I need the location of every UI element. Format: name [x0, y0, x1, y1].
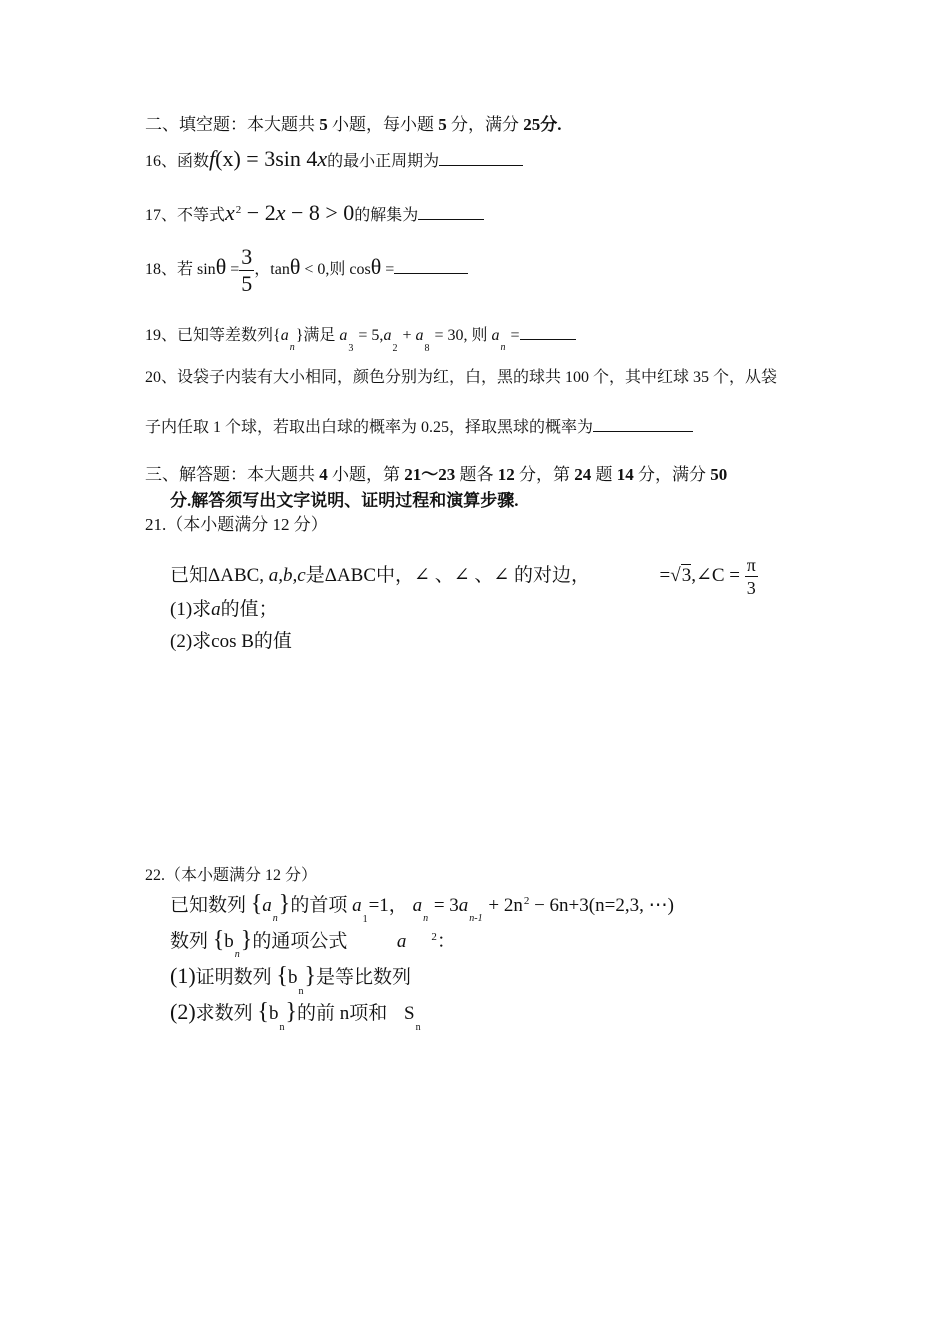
q22-line-2-a: 数列	[170, 931, 209, 952]
q18-theta2: θ	[289, 254, 301, 280]
q18-mid: ，tan	[254, 261, 290, 279]
q22-part-2-b: b	[268, 1003, 279, 1024]
q22-part-2-right-brace: }	[285, 999, 297, 1025]
q19-answer-blank[interactable]	[520, 337, 576, 340]
q16-paren: (x)	[215, 146, 241, 171]
q22-part-2-S-n: n	[415, 1022, 421, 1033]
section-3-count: 4	[319, 465, 328, 484]
question-22-part-1	[170, 963, 411, 997]
q19-a3: a	[339, 327, 348, 344]
q21-part-1: 已知ΔABC,	[170, 564, 265, 586]
section-3-total: 50	[710, 465, 728, 484]
q18-theta3: θ	[370, 254, 382, 280]
question-19	[145, 327, 576, 354]
q22-part-2-n: n	[279, 1022, 285, 1033]
question-21-part-1	[170, 600, 278, 619]
q22-n: n	[272, 913, 278, 924]
q22-line-2-text: 的通项公式	[252, 931, 348, 952]
q21-eq: =	[659, 564, 671, 586]
q20-answer-blank[interactable]	[593, 429, 693, 432]
section-3-score-1: 12	[497, 465, 515, 484]
q18-answer-blank[interactable]	[394, 271, 468, 274]
section-2-each: 5	[438, 115, 447, 134]
section-3-header-line-2: 分.解答须写出文字说明、证明过程和演算步骤.	[170, 491, 519, 510]
q17-square: 2	[235, 204, 242, 216]
q19-s8: 8	[424, 343, 430, 354]
q22-part-1-n: n	[298, 986, 304, 997]
q16-tail: 的最小正周期为	[327, 153, 440, 170]
q22-line-2-square: 2	[431, 931, 437, 943]
q22-right-brace: }	[278, 891, 291, 917]
q17-x: x	[225, 200, 235, 225]
q22-part-2-num: (2)	[170, 999, 196, 1024]
q17-label: 17、不等式	[145, 207, 226, 224]
q18-frac-den: 5	[241, 271, 253, 296]
section-2-text-a: 二、填空题：本大题共	[145, 115, 315, 134]
q22-line-2-left-brace: {	[212, 927, 225, 953]
q22-square: 2	[523, 895, 530, 907]
q22-a: a	[262, 895, 272, 916]
q21-sqrt-sign: √	[670, 564, 681, 586]
q22-line-2-a2: a	[396, 931, 407, 952]
q16-answer-blank[interactable]	[439, 163, 523, 166]
section-3-range-1: 21～23	[404, 465, 456, 484]
q19-s3: 3	[348, 343, 354, 354]
q19-tail: =	[506, 327, 520, 344]
q19-sn: n	[500, 342, 506, 353]
q21-den: 3	[746, 578, 756, 598]
q18-label: 18、若 sin	[145, 261, 216, 279]
q22-part-1-b-text: 是等比数列	[315, 967, 411, 988]
q19-plus: +	[398, 327, 416, 344]
question-21-statement	[170, 556, 758, 597]
q19-a8: a	[415, 327, 424, 344]
q21-sub-1-b: 的值；	[220, 599, 278, 620]
q22-line-2-right-brace: }	[240, 927, 253, 953]
q22-rest: + 2n	[483, 895, 523, 916]
q22-part-2-left-brace: {	[257, 999, 269, 1025]
question-20-line-2	[145, 420, 693, 436]
question-18	[145, 246, 468, 295]
q22-part-1-left-brace: {	[276, 963, 288, 989]
q18-eq: =	[226, 261, 240, 279]
q22-line-2-n: n	[234, 949, 240, 960]
q16-x: x	[317, 146, 328, 171]
section-2-text-c: 分，满分	[451, 115, 519, 134]
q18-frac-num: 3	[241, 244, 253, 269]
question-22-part-2	[170, 999, 422, 1033]
question-16	[145, 148, 523, 170]
section-3-text-a: 三、解答题：本大题共	[145, 465, 315, 484]
section-3-header	[145, 466, 727, 483]
q19-s2: 2	[392, 343, 398, 354]
q21-part-2: 是ΔABC中，∠ 、∠ 、∠ 的对边，	[305, 564, 591, 586]
q22-rest2: − 6n+3(n=2,3, ⋯)	[529, 895, 674, 916]
q20-line-2-text: 子内任取 1 个球，若取出白球的概率为 0.25，择取黑球的概率为	[145, 419, 594, 436]
section-2-count: 5	[319, 115, 328, 134]
question-21-part-2: (2)求cos B的值	[170, 631, 292, 652]
q22-line-2-b: b	[224, 931, 234, 952]
section-3-text-c: 题各	[459, 465, 494, 484]
q21-sub-1-a: (1)求	[170, 599, 212, 620]
q22-line-1-a: 已知数列	[170, 895, 247, 916]
q22-part-1-a: 证明数列	[195, 967, 272, 988]
q19-label: 19、已知等差数列	[145, 327, 274, 344]
q22-s1: 1	[362, 914, 368, 925]
section-2-total: 25	[523, 115, 541, 134]
q22-line-1-b: 的首项	[290, 895, 348, 916]
q22-an1: a	[458, 895, 469, 916]
q18-fraction	[239, 246, 254, 295]
q22-part-2-b-text: 的前 n项和	[296, 1003, 388, 1024]
q22-part-1-num: (1)	[170, 963, 196, 988]
q19-n: n	[289, 342, 295, 353]
q17-rest: − 2	[241, 200, 276, 225]
q21-sub-1-var: a	[211, 599, 221, 620]
section-2-text-d: 分.	[540, 115, 562, 134]
q21-abc: a,b,c	[268, 564, 306, 586]
question-21-title: 21.（本小题满分 12 分）	[145, 515, 328, 534]
q21-pi-over-3	[745, 556, 758, 597]
q22-part-1-right-brace: }	[304, 963, 316, 989]
q22-eq2: = 3	[429, 895, 459, 916]
q22-eq1: =1，	[368, 895, 408, 916]
q22-part-2-a: 求数列	[195, 1003, 253, 1024]
q18-theta: θ	[215, 254, 227, 280]
question-22-line-2	[170, 927, 456, 960]
q22-sn: n	[423, 913, 429, 924]
q19-cond: 满足	[303, 327, 336, 344]
q17-answer-blank[interactable]	[418, 217, 484, 220]
q22-an: a	[412, 895, 423, 916]
q16-label: 16、函数	[145, 153, 210, 170]
section-3-score-2: 14	[616, 465, 634, 484]
q22-line-2-colon: ：	[436, 931, 456, 952]
q18-lt: < 0,则 cos	[300, 261, 371, 279]
section-2-text-b: 小题，每小题	[332, 115, 434, 134]
q16-f: f	[209, 146, 216, 171]
q22-sn1: n-1	[469, 913, 483, 924]
q19-left-brace: {	[273, 327, 281, 344]
q22-part-2-S: S	[404, 1003, 415, 1024]
q18-tail: =	[381, 261, 395, 279]
section-2-header	[145, 116, 562, 133]
q19-eq1: = 5,	[354, 327, 384, 344]
section-3-text-b: 小题，第	[332, 465, 400, 484]
section-3-text-d: 分，第	[519, 465, 570, 484]
section-3-text-e: 题	[595, 465, 613, 484]
q21-angle-c: ,∠C =	[691, 564, 740, 586]
section-3-text-f: 分，满分	[638, 465, 706, 484]
question-22-title: 22.（本小题满分 12 分）	[145, 867, 318, 884]
question-17	[145, 202, 484, 224]
q19-an: a	[491, 327, 500, 344]
q21-sqrt-value: 3	[681, 564, 692, 586]
q17-tail: 的解集为	[354, 207, 419, 224]
q19-right-brace: }	[295, 327, 304, 344]
q19-eq2: = 30, 则	[430, 327, 488, 344]
q22-a1: a	[352, 895, 362, 916]
q17-x2: x	[275, 200, 286, 225]
q19-a: a	[280, 327, 289, 344]
q19-a2: a	[383, 327, 392, 344]
question-20-line-1: 20、设袋子内装有大小相同，颜色分别为红，白，黑的球共 100 个，其中红球 35 个，从袋	[145, 369, 778, 386]
q16-eq: = 3sin 4	[240, 146, 318, 171]
question-22-statement	[170, 891, 674, 925]
q17-rest2: − 8 > 0	[285, 200, 355, 225]
q21-pi: π	[746, 555, 756, 575]
section-3-range-2: 24	[574, 465, 592, 484]
q22-left-brace: {	[250, 891, 263, 917]
q22-part-1-b: b	[287, 967, 298, 988]
